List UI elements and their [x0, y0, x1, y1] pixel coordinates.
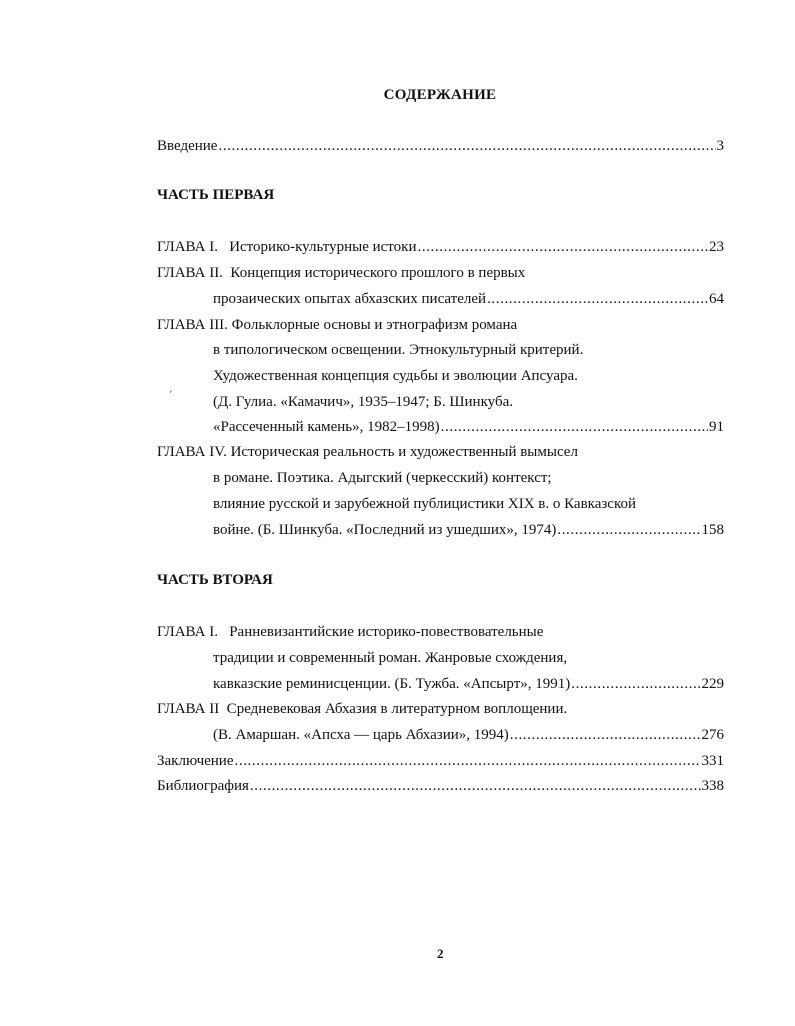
toc-entry-page: 331: [701, 753, 724, 769]
toc-entry-intro[interactable]: [157, 137, 724, 155]
part-one-heading: ЧАСТЬ ПЕРВАЯ: [157, 187, 275, 203]
toc-entry-part1-ch2-line2[interactable]: [213, 290, 724, 308]
toc-entry-label: (В. Амаршан. «Апсха — царь Абхазии», 1994): [213, 727, 509, 743]
toc-entry-label: прозаических опытах абхазских писателей: [213, 291, 487, 307]
leader-dots: [218, 137, 715, 155]
toc-entry-part2-ch2-line1[interactable]: ГЛАВА II Средневековая Абхазия в литературном воплощении.: [157, 701, 568, 717]
stray-mark: ´: [167, 387, 177, 403]
toc-entry-label: «Рассеченный камень», 1982–1998): [213, 419, 440, 435]
toc-entry-part1-ch4-line4[interactable]: [213, 521, 724, 539]
toc-entry-label: Введение: [157, 138, 218, 154]
toc-entry-page: 158: [701, 522, 724, 538]
toc-entry-bibliography[interactable]: [157, 777, 724, 795]
toc-entry-part1-ch4-line3: влияние русской и зарубежной публицистики XIX в. о Кавказской: [213, 496, 637, 512]
leader-dots: [417, 238, 708, 256]
toc-entry-part1-ch3-line3: Художественная концепция судьбы и эволюции Апсуара.: [213, 368, 578, 384]
toc-entry-part1-ch4-line2: в романе. Поэтика. Адыгский (черкесский) контекст;: [213, 470, 552, 486]
leader-dots: [250, 777, 701, 795]
toc-entry-part1-ch2-line1[interactable]: ГЛАВА II. Концепция исторического прошлого в первых: [157, 265, 526, 281]
part-two-heading: ЧАСТЬ ВТОРАЯ: [157, 572, 273, 588]
leader-dots: [235, 752, 701, 770]
toc-entry-page: 276: [701, 727, 724, 743]
toc-entry-part1-ch3-line4: (Д. Гулиа. «Камачич», 1935–1947; Б. Шинкуба.: [213, 394, 513, 410]
page-number: 2: [437, 946, 444, 961]
leader-dots: [557, 521, 700, 539]
toc-entry-part1-ch1[interactable]: [157, 238, 724, 256]
toc-entry-page: 229: [701, 676, 724, 692]
toc-entry-label: Заключение: [157, 753, 234, 769]
toc-entry-page: 338: [701, 778, 724, 794]
toc-entry-part1-ch4-line1[interactable]: ГЛАВА IV. Историческая реальность и художественный вымысел: [157, 444, 578, 460]
toc-entry-part1-ch3-line2: в типологическом освещении. Этнокультурный критерий.: [213, 342, 584, 358]
toc-entry-part2-ch2-line2[interactable]: [213, 726, 724, 744]
toc-entry-part1-ch3-line1[interactable]: ГЛАВА III. Фольклорные основы и этнографизм романа: [157, 317, 518, 333]
toc-entry-conclusion[interactable]: [157, 752, 724, 770]
toc-entry-page: 23: [709, 239, 724, 255]
toc-entry-part1-ch3-line5[interactable]: [213, 418, 724, 436]
toc-entry-part2-ch1-line3[interactable]: [213, 675, 724, 693]
leader-dots: [487, 290, 708, 308]
toc-entry-label: кавказские реминисценции. (Б. Тужба. «Апсырт», 1991): [213, 676, 571, 692]
toc-entry-page: 64: [709, 291, 724, 307]
leader-dots: [441, 418, 708, 436]
toc-entry-page: 91: [709, 419, 724, 435]
toc-entry-page: 3: [716, 138, 724, 154]
toc-entry-label: войне. (Б. Шинкуба. «Последний из ушедших», 1974): [213, 522, 557, 538]
toc-entry-label: Библиография: [157, 778, 249, 794]
toc-entry-label: ГЛАВА I. Историко-культурные истоки: [157, 239, 417, 255]
toc-entry-part2-ch1-line2: традиции и современный роман. Жанровые схождения,: [213, 650, 568, 666]
toc-title: СОДЕРЖАНИЕ: [383, 87, 497, 103]
toc-entry-part2-ch1-line1[interactable]: ГЛАВА I. Ранневизантийские историко-повествовательные: [157, 624, 544, 640]
leader-dots: [510, 726, 701, 744]
leader-dots: [571, 675, 700, 693]
